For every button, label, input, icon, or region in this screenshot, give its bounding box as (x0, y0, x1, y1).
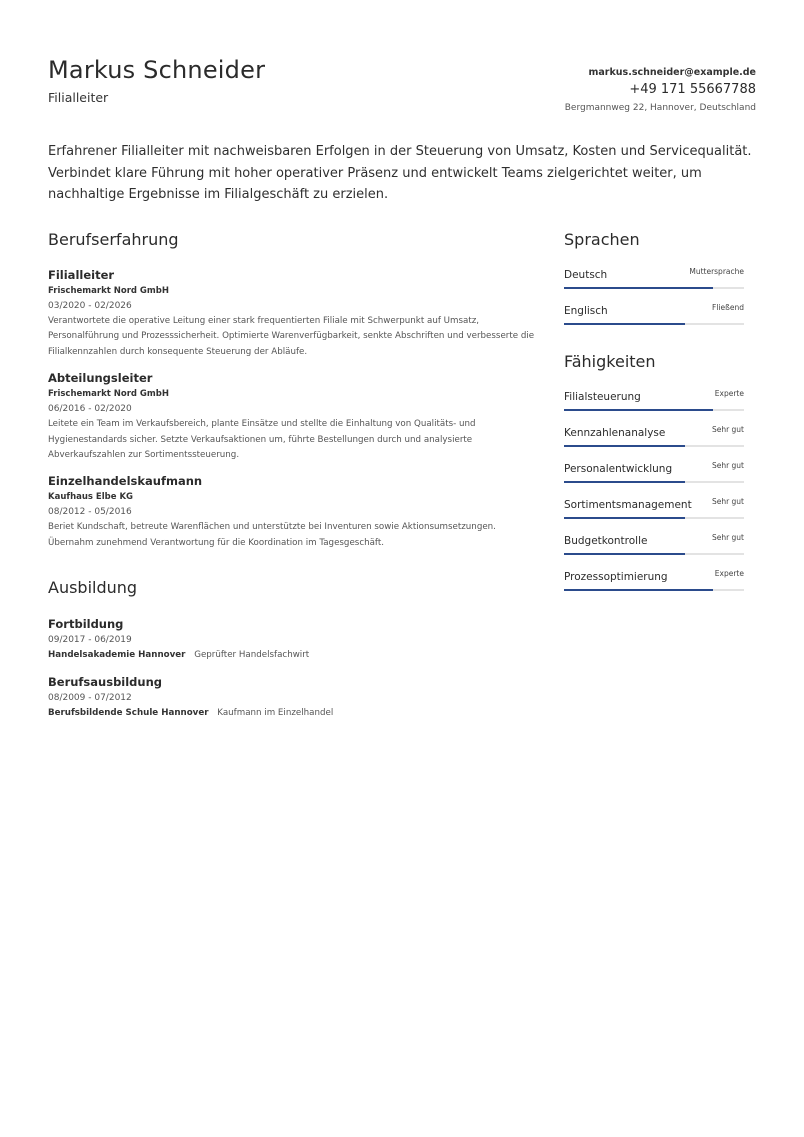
skill-level-bar (564, 445, 744, 447)
job-dates: 08/2012 - 05/2016 (48, 507, 132, 518)
skill-level: Experte (714, 569, 744, 578)
language-item (564, 255, 744, 291)
education-school: Berufsbildende Schule Hannover (48, 708, 209, 719)
skill-level: Sehr gut (711, 497, 744, 506)
education-degree: Fortbildung (48, 617, 124, 632)
phone-number: +49 171 55667788 (629, 82, 756, 97)
skill-item (564, 449, 744, 485)
job-entry (48, 473, 538, 551)
job-entry (48, 267, 538, 360)
skill-item (564, 557, 744, 593)
job-description: Beriet Kundschaft, betreute Warenflächen und unterstützte bei Inventuren sowie Aktionsumsetzungen. Übernahm zunehmend Verantwortung für die Koordination im Tagesgeschäft. (48, 522, 496, 548)
job-entry (48, 370, 538, 463)
skill-level-bar (564, 409, 744, 411)
experience-heading: Berufserfahrung (48, 230, 179, 249)
skill-name: Budgetkontrolle (564, 535, 648, 547)
education-heading: Ausbildung (48, 578, 138, 598)
language-item (564, 291, 744, 327)
skill-item (564, 377, 744, 413)
language-level-bar (564, 287, 744, 289)
candidate-name: Markus Schneider (48, 56, 266, 84)
skill-level: Experte (714, 389, 744, 398)
skill-level-bar (564, 517, 744, 519)
skill-level: Sehr gut (711, 533, 744, 542)
education-dates: 09/2017 - 06/2019 (48, 635, 132, 646)
job-description: Verantwortete die operative Leitung einer stark frequentierten Filiale mit Schwerpunkt auf Umsatz, Personalführung und Prozesssicherheit. Optimierte Warenverfügbarkeit, senkte Abschriften und verbesserte die Filialkennzahlen durch konsequente Steuerung der Abläufe. (48, 316, 535, 357)
education-details (48, 706, 538, 721)
skill-level-fill (564, 517, 685, 519)
skill-level-fill (564, 553, 685, 555)
job-title: Abteilungsleiter (48, 371, 153, 386)
education-dates: 08/2009 - 07/2012 (48, 693, 132, 704)
skills-heading: Fähigkeiten (564, 352, 656, 371)
job-dates: 06/2016 - 02/2020 (48, 404, 132, 415)
email-link[interactable]: markus.schneider@example.de (588, 67, 756, 78)
education-degree: Berufsausbildung (48, 675, 163, 690)
education-details (48, 648, 538, 663)
contact-block (565, 66, 756, 116)
job-company: Frischemarkt Nord GmbH (48, 389, 169, 400)
skill-name: Sortimentsmanagement (564, 499, 692, 511)
skill-name: Kennzahlenanalyse (564, 427, 666, 439)
job-title: Einzelhandelskaufmann (48, 474, 203, 489)
candidate-title: Filialleiter (48, 90, 109, 105)
main-column (48, 229, 538, 731)
languages-heading: Sprachen (564, 230, 640, 249)
skill-level-fill (564, 409, 713, 411)
education-qualification: Kaufmann im Einzelhandel (217, 708, 334, 719)
language-level: Muttersprache (689, 267, 744, 276)
skill-name: Filialsteuerung (564, 391, 641, 403)
skill-name: Prozessoptimierung (564, 571, 668, 583)
skill-level-fill (564, 445, 685, 447)
job-dates: 03/2020 - 02/2026 (48, 301, 132, 311)
language-name: Englisch (564, 305, 608, 317)
skill-item (564, 413, 744, 449)
skill-level-bar (564, 553, 744, 555)
address: Bergmannweg 22, Hannover, Deutschland (564, 103, 756, 113)
skill-name: Personalentwicklung (564, 463, 673, 475)
education-entry (48, 615, 538, 663)
language-level-fill (564, 323, 685, 325)
sidebar-column (564, 229, 744, 593)
skill-level-bar (564, 589, 744, 591)
skill-level: Sehr gut (711, 425, 744, 434)
job-company: Kaufhaus Elbe KG (48, 492, 134, 503)
language-level-fill (564, 287, 713, 289)
profile-summary: Erfahrener Filialleiter mit nachweisbaren Erfolgen in der Steuerung von Umsatz, Kosten und Servicequalität. Verbindet klare Führung mit hoher operativer Präsenz und entwickelt Teams zielgerichtet weiter, um nachhaltige Ergebnisse im Filialgeschäft zu erzielen. (48, 144, 752, 202)
language-level-bar (564, 323, 744, 325)
skill-level-fill (564, 589, 713, 591)
skill-level-bar (564, 481, 744, 483)
education-school: Handelsakademie Hannover (48, 650, 186, 661)
education-entry (48, 673, 538, 721)
skill-item (564, 485, 744, 521)
language-level: Fließend (712, 303, 744, 312)
job-description: Leitete ein Team im Verkaufsbereich, plante Einsätze und stellte die Einhaltung von Qualitäts- und Hygienestandards sicher. Setzte Verkaufsaktionen um, führte Bestellungen durch und analysierte Abverkaufszahlen zur Sortimentssteuerung. (48, 419, 476, 461)
language-name: Deutsch (564, 269, 608, 281)
skill-item (564, 521, 744, 557)
job-title: Filialleiter (48, 268, 115, 282)
skill-level-fill (564, 481, 685, 483)
skill-level: Sehr gut (711, 461, 744, 470)
education-qualification: Geprüfter Handelsfachwirt (194, 650, 310, 661)
job-company: Frischemarkt Nord GmbH (48, 286, 169, 296)
